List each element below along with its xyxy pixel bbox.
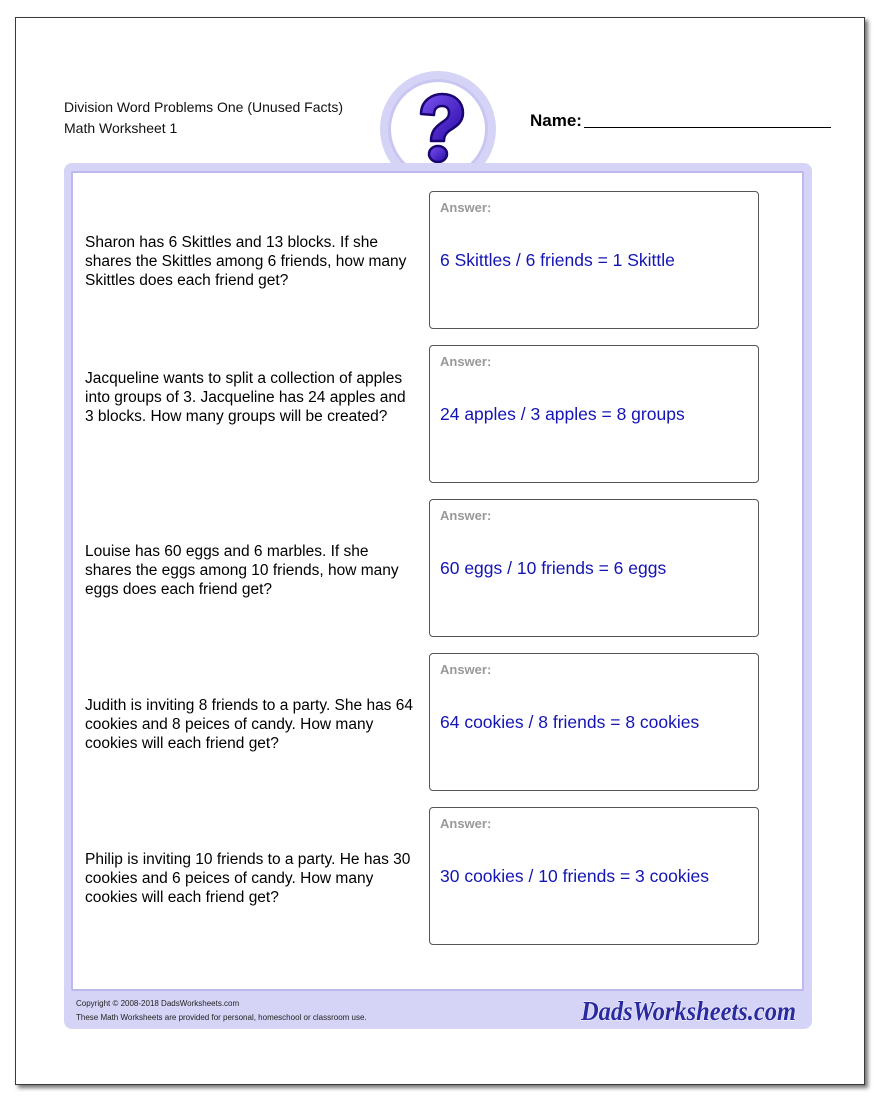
- answer-label: Answer:: [440, 662, 492, 677]
- answer-text: 64 cookies / 8 friends = 8 cookies: [440, 712, 700, 732]
- copyright-text: Copyright © 2008-2018 DadsWorksheets.com: [76, 999, 240, 1008]
- worksheet-subtitle: Math Worksheet 1: [64, 120, 178, 136]
- answer-text: 6 Skittles / 6 friends = 1 Skittle: [440, 250, 675, 270]
- problem-5-text: Philip is inviting 10 friends to a party. He has 30 cookies and 6 peices of candy. How many cookies will each friend get?: [85, 851, 411, 906]
- dadsworksheets-logo: [578, 993, 800, 1029]
- answer-box-2: [429, 345, 759, 483]
- usage-notice: These Math Worksheets are provided for personal, homeschool or classroom use.: [76, 1013, 367, 1022]
- problem-1-text: Sharon has 6 Skittles and 13 blocks. If she shares the Skittles among 6 friends, how many Skittles does each friend get?: [85, 234, 407, 289]
- answer-label: Answer:: [440, 354, 492, 369]
- problem-2-text: Jacqueline wants to split a collection of apples into groups of 3. Jacqueline has 24 apples and 3 blocks. How many groups will be created?: [85, 370, 406, 425]
- worksheet-title-block: [64, 97, 343, 139]
- problem-3-text: Louise has 60 eggs and 6 marbles. If she shares the eggs among 10 friends, how many eggs does each friend get?: [85, 543, 399, 598]
- answer-text: 30 cookies / 10 friends = 3 cookies: [440, 866, 709, 886]
- brand-logo-text: DadsWorksheets.com: [580, 996, 796, 1026]
- question-mark-icon: [397, 88, 479, 170]
- answer-box-5: [429, 807, 759, 945]
- answer-box-4: [429, 653, 759, 791]
- answer-label: Answer:: [440, 200, 492, 215]
- answer-text: 24 apples / 3 apples = 8 groups: [440, 404, 685, 424]
- answer-label: Answer:: [440, 508, 492, 523]
- worksheet-title: Division Word Problems One (Unused Facts): [64, 99, 344, 115]
- answer-box-1: [429, 191, 759, 329]
- answer-text: 60 eggs / 10 friends = 6 eggs: [440, 558, 667, 578]
- problem-4-text: Judith is inviting 8 friends to a party. She has 64 cookies and 8 peices of candy. How many cookies will each friend get?: [85, 697, 413, 752]
- answer-label: Answer:: [440, 816, 492, 831]
- name-label: Name:: [530, 111, 582, 130]
- name-line: [584, 127, 831, 128]
- answer-box-3: [429, 499, 759, 637]
